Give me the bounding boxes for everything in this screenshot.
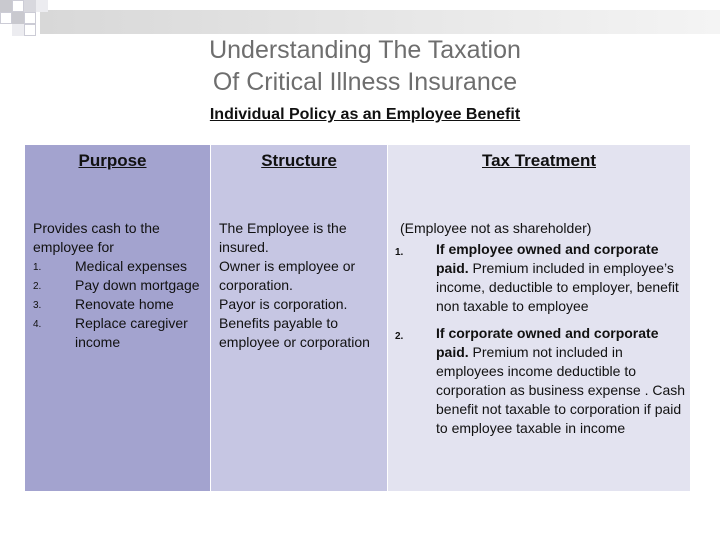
purpose-heading: Purpose — [78, 151, 147, 170]
structure-column — [211, 145, 387, 491]
structure-paragraph: Payor is corporation. — [219, 296, 348, 312]
decorative-square — [36, 0, 48, 12]
list-number: 1. — [33, 262, 42, 273]
structure-heading: Structure — [261, 151, 337, 170]
purpose-column — [25, 145, 210, 491]
structure-paragraph: The Employee is the insured. — [219, 220, 347, 255]
list-item-text: Medical expenses — [75, 258, 188, 274]
purpose-body — [33, 219, 213, 352]
structure-paragraph: Benefits payable to employee or corporation — [219, 315, 370, 350]
decorative-square — [12, 0, 24, 12]
decorative-square — [12, 24, 24, 36]
tax-item-text: Premium not included in employees income deductible to corporation as business expense . Cash benefit not taxable to corporation if paid to employee taxable in income — [436, 344, 686, 436]
list-item — [33, 276, 213, 295]
list-item — [395, 324, 690, 438]
list-item-text: Replace caregiver income — [75, 315, 188, 350]
list-item — [33, 257, 213, 276]
decorative-square — [0, 12, 12, 24]
decorative-square — [12, 12, 24, 24]
list-item-text: Renovate home — [75, 296, 174, 312]
list-item — [33, 295, 213, 314]
tax-item-condition: If corporate owned and corporate paid. — [436, 325, 659, 360]
list-item-text: Pay down mortgage — [75, 277, 200, 293]
tax-item-condition: If employee owned and corporate paid. — [436, 241, 659, 276]
structure-paragraph: Owner is employee or corporation. — [219, 258, 356, 293]
tax-treatment-column — [388, 145, 690, 491]
page-subtitle: Individual Policy as an Employee Benefit — [209, 106, 521, 123]
list-item — [395, 240, 690, 316]
decorative-square — [24, 12, 36, 24]
purpose-intro-line-2: employee for — [33, 239, 114, 255]
title-line-2: Of Critical Illness Insurance — [212, 68, 518, 96]
tax-treatment-body — [395, 219, 690, 446]
header-decoration-bar — [40, 10, 720, 34]
decorative-square — [0, 0, 12, 12]
list-item — [33, 314, 213, 352]
purpose-intro-line-1: Provides cash to the — [33, 220, 160, 236]
list-number: 4. — [33, 319, 42, 330]
list-number: 2. — [33, 281, 42, 292]
decorative-square — [24, 24, 36, 36]
tax-item-text: Premium included in employee’s income, deductible to employer, benefit non taxable to employee — [436, 260, 679, 314]
title-line-1: Understanding The Taxation — [209, 36, 521, 64]
purpose-list — [33, 257, 213, 352]
list-number: 3. — [33, 300, 42, 311]
list-number: 1. — [395, 247, 404, 258]
tax-list — [395, 240, 690, 438]
list-number: 2. — [395, 331, 404, 342]
tax-intro: (Employee not as shareholder) — [400, 220, 592, 236]
page-title — [120, 34, 610, 98]
structure-body — [219, 219, 385, 352]
decorative-square — [24, 0, 36, 12]
tax-treatment-heading: Tax Treatment — [481, 151, 596, 170]
